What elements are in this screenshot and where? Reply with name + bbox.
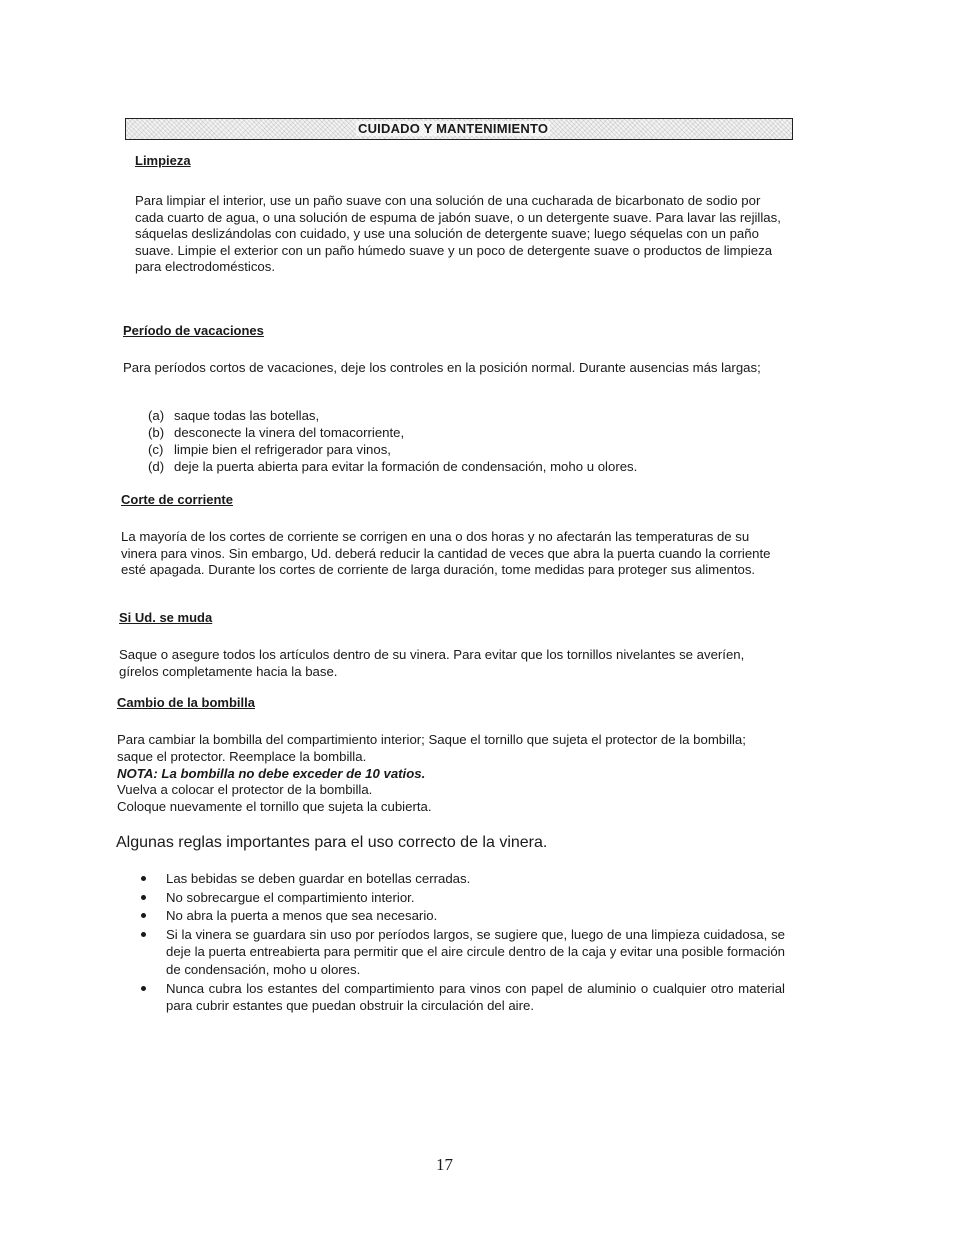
bombilla-title: Cambio de la bombilla — [117, 695, 255, 710]
page-number: 17 — [436, 1155, 453, 1174]
muda-title: Si Ud. se muda — [119, 610, 213, 625]
bombilla-note: NOTA: La bombilla no debe exceder de 10 vatios. — [117, 766, 426, 781]
reglas-bullet-list — [140, 870, 785, 1016]
limpieza-paragraph: Para limpiar el interior, use un paño suave con una solución de una cucharada de bicarbonato de sodio por cada cuarto de agua, o una solución de espuma de jabón suave, o un detergente suave. Para lavar las rejillas, sáquelas deslizándolas con cuidado, y use una solución de detergente suave; luego séquelas con un paño suave. Limpie el exterior con un paño húmedo suave y un poco de detergente suave o productos de limpieza para electrodomésticos. — [135, 193, 781, 274]
vacaciones-paragraph: Para períodos cortos de vacaciones, deje los controles en la posición normal. Durante ausencias más largas; — [123, 360, 761, 375]
bullet-item: Nunca cubra los estantes del compartimiento para vinos con papel de aluminio o cualquier otro material para cubrir estantes que puedan obstruir la circulación del aire. — [140, 980, 785, 1015]
bullet-item: No abra la puerta a menos que sea necesario. — [140, 907, 785, 925]
bombilla-paragraph: Para cambiar la bombilla del compartimiento interior; Saque el tornillo que sujeta el protector de la bombilla; saque el protector. Reemplace la bombilla. — [117, 732, 746, 764]
section-header-title: CUIDADO Y MANTENIMIENTO — [358, 121, 549, 136]
section-header-bar — [125, 118, 793, 140]
list-item: (c) limpie bien el refrigerador para vinos, — [148, 442, 391, 457]
bullet-item: Si la vinera se guardara sin uso por períodos largos, se sugiere que, luego de una limpieza cuidadosa, se deje la puerta entreabierta para permitir que el aire circule dentro de la caja y evitar una posible formación de condensación, moho u olores. — [140, 926, 785, 979]
bombilla-line-1: Vuelva a colocar el protector de la bombilla. — [117, 782, 373, 797]
bombilla-line-2: Coloque nuevamente el tornillo que sujeta la cubierta. — [117, 799, 432, 814]
muda-paragraph: Saque o asegure todos los artículos dentro de su vinera. Para evitar que los tornillos nivelantes se averíen, gírelos completamente hacia la base. — [119, 647, 745, 679]
bullet-item: No sobrecargue el compartimiento interior. — [140, 889, 785, 907]
list-item: (b) desconecte la vinera del tomacorriente, — [148, 425, 405, 440]
vacaciones-title: Período de vacaciones — [123, 323, 264, 338]
list-item: (d) deje la puerta abierta para evitar la formación de condensación, moho u olores. — [148, 459, 638, 474]
reglas-heading: Algunas reglas importantes para el uso correcto de la vinera. — [116, 834, 548, 851]
list-item: (a) saque todas las botellas, — [148, 408, 320, 423]
corte-title: Corte de corriente — [121, 492, 233, 507]
vacaciones-list — [148, 407, 637, 475]
corte-paragraph: La mayoría de los cortes de corriente se corrigen en una o dos horas y no afectarán las temperaturas de su vinera para vinos. Sin embargo, Ud. deberá reducir la cantidad de veces que abra la puerta cuando la corriente esté apagada. Durante los cortes de corriente de larga duración, tome medidas para proteger sus alimentos. — [121, 529, 771, 577]
limpieza-title: Limpieza — [135, 153, 191, 168]
bullet-item: Las bebidas se deben guardar en botellas cerradas. — [140, 870, 785, 888]
